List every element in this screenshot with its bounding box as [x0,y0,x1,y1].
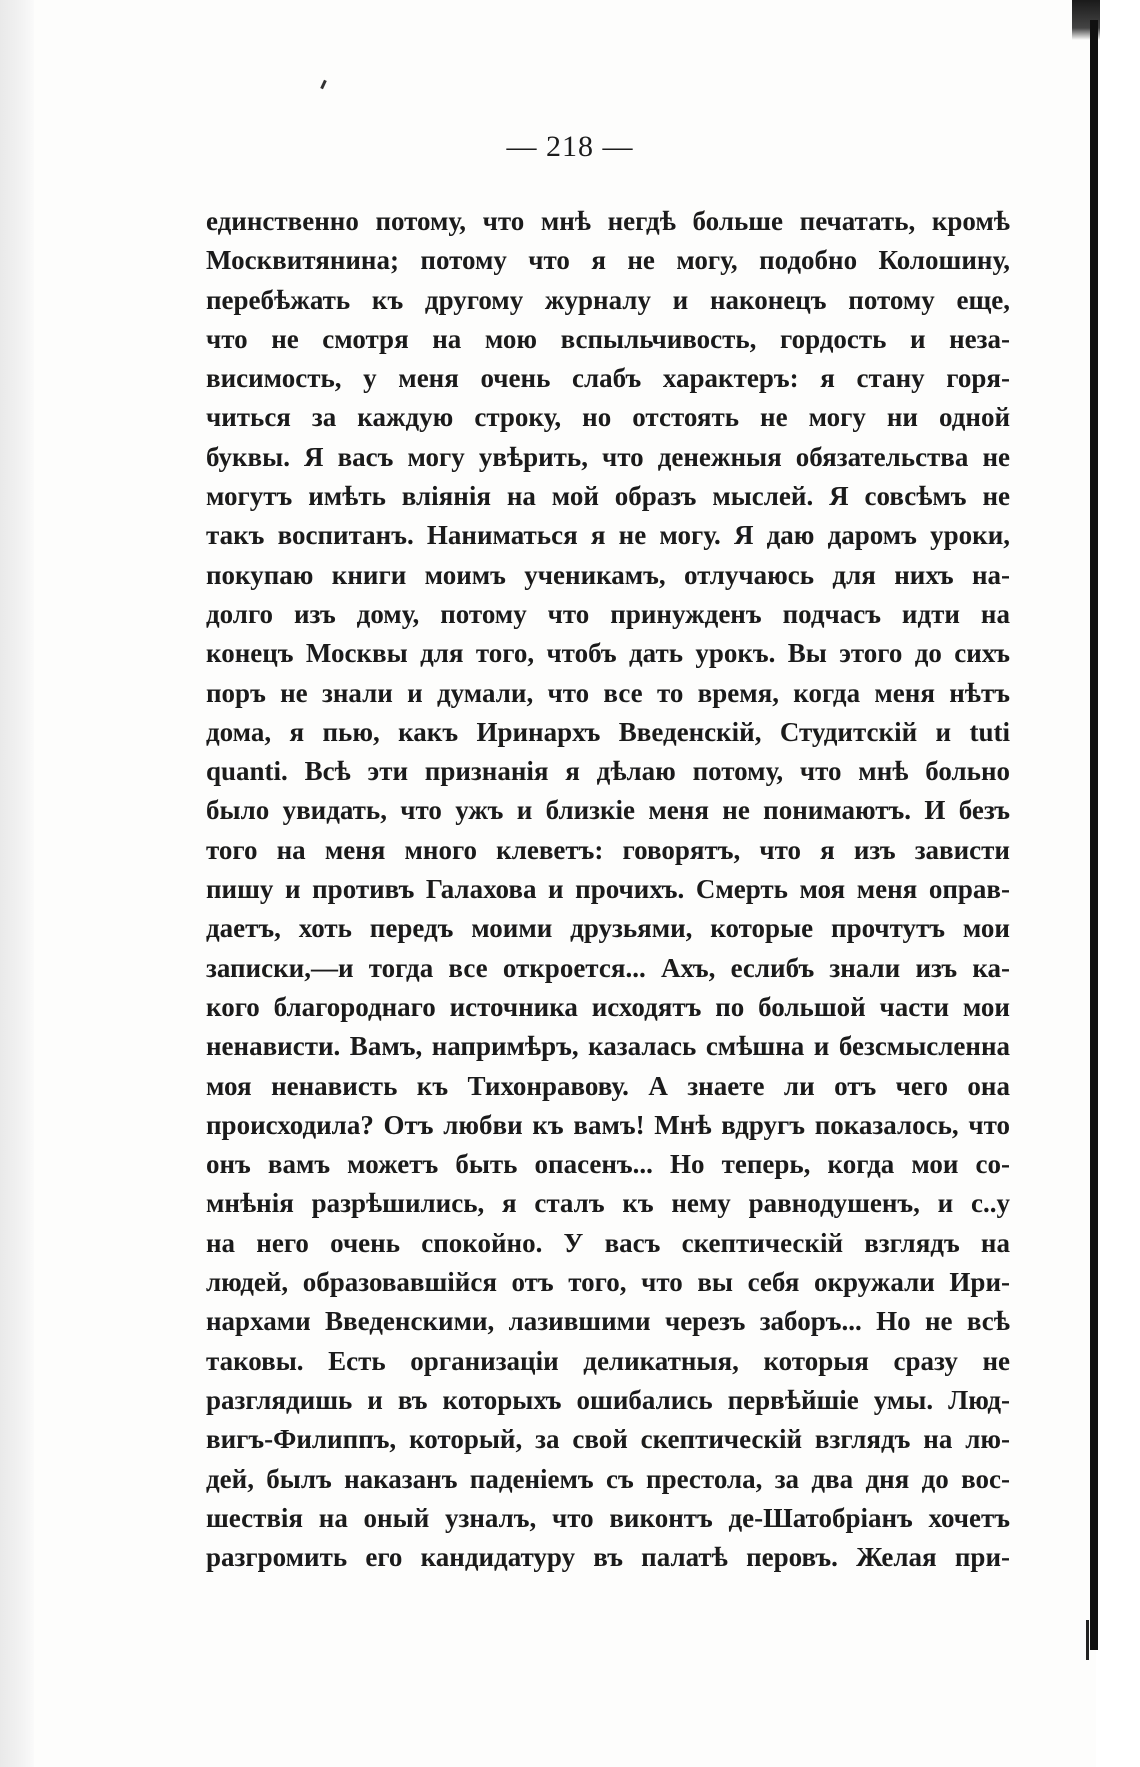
text-line: покупаю книги моимъ ученикамъ, отлучаюсь для нихъ на- [206,559,1010,590]
text-line: того на меня много клеветъ: говорятъ, что я изъ зависти [206,834,1010,865]
text-line: таковы. Есть организаціи деликатныя, которыя сразу не [206,1345,1010,1376]
page-number: — 218 — [506,130,634,163]
ink-speck [320,80,327,89]
text-line: людей, образовавшійся отъ того, что вы себя окружали Ири- [206,1267,1010,1298]
ink-speck [1086,1620,1089,1660]
text-line: единственно потому, что мнѣ негдѣ больше печатать, кромѣ [206,206,1010,236]
page-gutter-shadow [0,0,34,1767]
text-line: разглядишь и въ которыхъ ошибались первѣйшіе умы. Люд- [206,1384,1010,1415]
text-line: quanti. Всѣ эти признанія я дѣлаю потому, что мнѣ больно [206,756,1010,787]
text-line: записки,—и тогда все откроется... Ахъ, еслибъ знали изъ ка- [206,952,1010,983]
text-line: было увидать, что ужъ и близкіе меня не понимаютъ. И безъ [206,795,1010,826]
text-line: онъ вамъ можетъ быть опасенъ... Но теперь, когда мои со- [206,1149,1010,1180]
binding-edge-line [1090,20,1098,1650]
text-line: кого благороднаго источника исходятъ по большой части мои [206,991,1010,1022]
text-line: читься за каждую строку, но отстоять не могу ни одной [206,402,1010,433]
text-line: шествія на оный узналъ, что виконтъ де-Шатобріанъ хочетъ [206,1502,1010,1533]
text-line: конецъ Москвы для того, чтобъ дать урокъ. Вы этого до сихъ [206,638,1010,669]
text-line: перебѣжать къ другому журналу и наконецъ потому еще, [206,284,1010,315]
text-line: моя ненависть къ Тихонравову. А знаете ли отъ чего она [206,1070,1010,1101]
text-line: что не смотря на мою вспыльчивость, гордость и неза- [206,323,1010,354]
text-line: Москвитянина; потому что я не могу, подобно Колошину, [206,245,1010,276]
text-line: мнѣнія разрѣшились, я сталъ къ нему равнодушенъ, и с..у [206,1188,1010,1219]
text-line: на него очень спокойно. У васъ скептическій взглядъ на [206,1227,1010,1258]
text-line: такъ воспитанъ. Наниматься я не могу. Я даю даромъ уроки, [206,520,1010,551]
text-line: дома, я пью, какъ Иринархъ Введенскій, Студитскій и tuti [206,716,1010,747]
text-line: даетъ, хоть передъ моими друзьями, которые прочтутъ мои [206,913,1010,944]
text-line: пишу и противъ Галахова и прочихъ. Смерть моя меня оправ- [206,874,1010,905]
text-line: висимость, у меня очень слабъ характеръ: я стану горя- [206,363,1010,394]
text-line: происходила? Отъ любви къ вамъ! Мнѣ вдругъ показалось, что [206,1109,1010,1140]
text-line: поръ не знали и думали, что все то время, когда меня нѣтъ [206,677,1010,708]
page-right-margin [1096,0,1140,1767]
text-line: долго изъ дому, потому что принужденъ подчасъ идти на [206,598,1010,629]
text-line: вигъ-Филиппъ, который, за свой скептическій взглядъ на лю- [206,1424,1010,1455]
text-line: буквы. Я васъ могу увѣрить, что денежныя обязательства не [206,441,1010,472]
page-body-text [206,202,1010,1577]
text-line: разгромить его кандидатуру въ палатѣ перовъ. Желая при- [206,1542,1010,1573]
text-line: дей, былъ наказанъ паденіемъ съ престола, за два дня до вос- [206,1463,1010,1494]
text-line: ненависти. Вамъ, напримѣръ, казалась смѣшна и безсмысленна [206,1031,1010,1062]
text-line: могутъ имѣть вліянія на мой образъ мыслей. Я совсѣмъ не [206,481,1010,512]
text-line: нархами Введенскими, лазившими черезъ заборъ... Но не всѣ [206,1306,1010,1337]
